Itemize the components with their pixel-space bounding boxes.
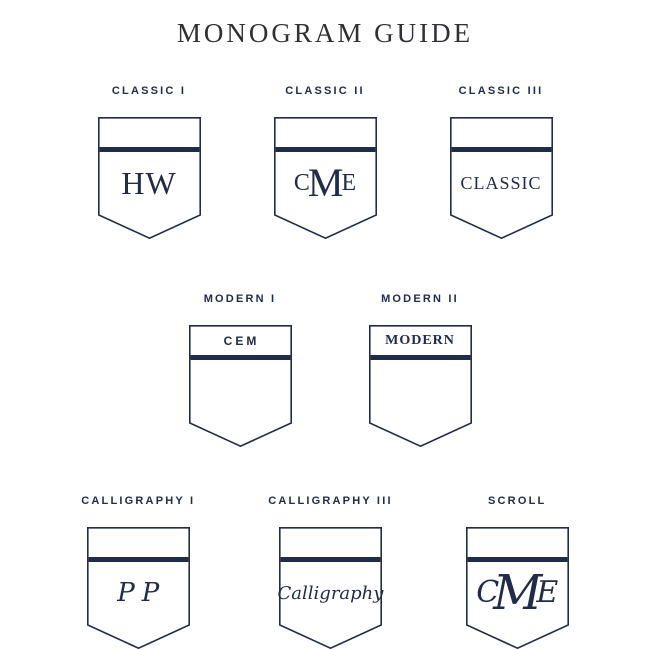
monogram-option-calligraphy-3	[268, 494, 392, 649]
pennant-banner-classic-2	[274, 117, 377, 239]
style-label-calligraphy-3: CALLIGRAPHY III	[268, 495, 393, 507]
banner-stripe	[370, 355, 470, 360]
style-label-modern-1: MODERN I	[203, 293, 277, 305]
style-label-classic-1: CLASSIC I	[111, 85, 187, 97]
style-label-calligraphy-1: CALLIGRAPHY I	[81, 495, 196, 507]
monogram-text-modern-2: MODERN	[385, 333, 455, 348]
monogram-letter-large: M	[307, 160, 344, 205]
style-label-modern-2: MODERN II	[381, 293, 459, 305]
row-modern	[5, 292, 650, 447]
monogram-letter: C	[293, 170, 310, 196]
style-label-classic-3: CLASSIC III	[458, 85, 544, 97]
monogram-option-classic-3	[450, 84, 553, 239]
monogram-letter: C	[476, 575, 500, 610]
pennant-banner-calligraphy-1	[87, 527, 190, 649]
pennant-banner-classic-3	[450, 117, 553, 239]
monogram-text-classic-3: CLASSIC	[460, 172, 542, 193]
row-classic	[0, 84, 650, 239]
monogram-text-scroll	[469, 562, 566, 624]
monogram-text-calligraphy-3: Calligraphy	[277, 582, 384, 604]
style-label-classic-2: CLASSIC II	[285, 85, 365, 97]
monogram-text-classic-2	[277, 152, 374, 214]
style-label-scroll: SCROLL	[488, 495, 547, 507]
row-calligraphy	[0, 494, 650, 649]
monogram-text-classic-1: HW	[121, 164, 177, 201]
monogram-text-calligraphy-1: PP	[117, 578, 167, 608]
monogram-option-calligraphy-1	[81, 494, 195, 649]
monogram-option-modern-2	[369, 292, 472, 447]
monogram-option-classic-2	[274, 84, 377, 239]
monogram-letter-large: M	[493, 565, 543, 621]
monogram-letter: E	[341, 170, 357, 196]
pennant-banner-modern-1	[189, 325, 292, 447]
pennant-banner-modern-2	[369, 325, 472, 447]
pennant-banner-classic-1	[98, 117, 201, 239]
monogram-option-classic-1	[98, 84, 201, 239]
pennant-banner-calligraphy-3	[279, 527, 382, 649]
pennant-banner-scroll	[466, 527, 569, 649]
monogram-letter: E	[536, 575, 559, 610]
banner-stripe	[190, 355, 290, 360]
monogram-text-modern-1: CEM	[223, 334, 260, 348]
monogram-option-scroll	[466, 494, 569, 649]
monogram-option-modern-1	[189, 292, 292, 447]
page-title: MONOGRAM GUIDE	[176, 18, 474, 49]
